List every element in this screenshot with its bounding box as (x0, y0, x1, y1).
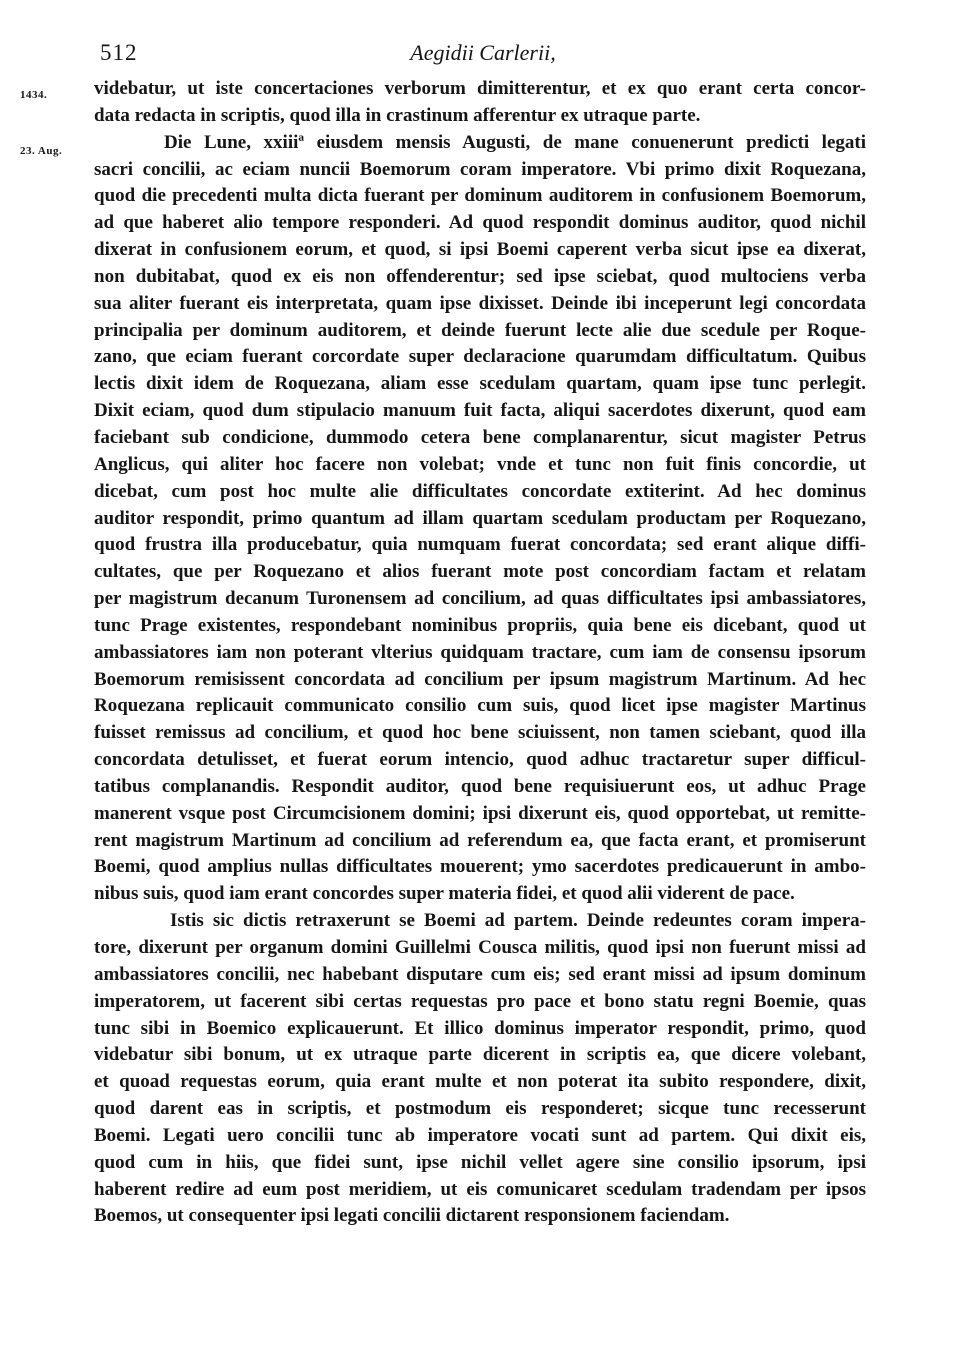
text-line: sua aliter fuerant eis interpretata, quam ipse dixisset. Deinde ibi inceperunt legi concordata (94, 292, 866, 314)
text-line: dicebat, cum post hoc multe alie difficultates concordate extiterint. Ad hec dominus (94, 480, 866, 502)
text-line: Istis sic dictis retraxerunt se Boemi ad partem. Deinde redeuntes coram impera- (170, 910, 866, 932)
text-line: tatibus complanandis. Respondit auditor, quod bene requisiuerunt eos, ut adhuc Prage (94, 775, 866, 797)
text-line: rent magistrum Martinum ad concilium ad referendum ea, que facta erant, et promiserunt (94, 829, 866, 851)
text-line: auditor respondit, primo quantum ad illam quartam scedulam productam per Roquezano, (94, 507, 866, 529)
text-line: quod die precedenti multa dicta fuerant per dominum auditorem in confusionem Boemorum, (94, 185, 866, 207)
text-line: imperatorem, ut facerent sibi certas requestas pro pace et bono statu regni Boemie, quas (94, 990, 866, 1012)
text-line: ad que haberet alio tempore responderi. Ad quod respondit dominus auditor, quod nichil (94, 212, 866, 234)
text-line: haberent redire ad eum post meridiem, ut eis comunicaret scedulam tradendam per ipsos (94, 1178, 866, 1200)
text-line: Die Lune, xxiiiª eiusdem mensis Augusti, de mane conuenerunt predicti legati (164, 131, 866, 153)
text-line: Boemi. Legati uero concilii tunc ab imperatore vocati sunt ad partem. Qui dixit eis, (94, 1124, 866, 1146)
text-line: nibus suis, quod iam erant concordes super materia fidei, et quod alii viderent de pace. (94, 883, 795, 905)
text-line: tunc sibi in Boemico explicauerunt. Et illico dominus imperator respondit, primo, quod (94, 1017, 866, 1039)
text-line: ambassiatores iam non poterant vlterius quidquam tractare, cum iam de consensu ipsorum (94, 641, 866, 663)
text-line: quod cum in hiis, que fidei sunt, ipse nichil vellet agere sine consilio ipsorum, ipsi (94, 1151, 866, 1173)
text-line: quod darent eas in scriptis, et postmodum eis responderet; sicque tunc recesserunt (94, 1098, 866, 1120)
text-line: cultates, que per Roquezano et alios fuerant mote post concordiam factam et relatam (94, 561, 866, 583)
page-number: 512 (100, 40, 138, 65)
text-line: Boemi, quod amplius nullas difficultates mouerent; ymo sacerdotes predicauerunt in ambo- (94, 856, 866, 878)
text-line: tore, dixerunt per organum domini Guillelmi Cousca militis, quod ipsi non fuerunt missi ad (94, 937, 866, 958)
text-line: per magistrum decanum Turonensem ad concilium, ad quas difficultates ipsi ambassiatores, (94, 588, 866, 610)
text-line: ambassiatores concilii, nec habebant disputare cum eis; sed erant missi ad ipsum dominum (94, 963, 866, 985)
text-line: videbatur, ut iste concertaciones verborum dimitterentur, et ex quo erant certa concor- (94, 78, 866, 99)
text-line: Boemorum remisissent concordata ad concilium per ipsum magistrum Martinum. Ad hec (94, 668, 866, 690)
text-line: non dubitabat, quod ex eis non offenderentur; sed ipse sciebat, quod multociens verba (94, 265, 866, 287)
body-text (94, 76, 866, 1230)
text-line: Boemos, ut consequenter ipsi legati concilii dictarent responsionem faciendam. (94, 1205, 730, 1227)
text-line: fuisset remissus ad concilium, et quod hoc bene sciuissent, non tamen sciebant, quod illa (94, 722, 866, 744)
text-line: et quoad requestas eorum, quia erant multe et non poterat ita subito respondere, dixit, (94, 1071, 866, 1093)
text-line: tunc Prage existentes, respondebant nominibus propriis, quia bene eis dicebant, quod ut (94, 614, 866, 636)
text-line: lectis dixit idem de Roquezana, aliam esse scedulam quartam, quam ipse tunc perlegit. (94, 373, 866, 395)
text-line: manerent vsque post Circumcisionem domini; ipsi dixerunt eis, quod opportebat, ut remitte- (94, 802, 866, 824)
text-line: Roquezana replicauit communicato consilio cum suis, quod licet ipse magister Martinus (94, 695, 866, 717)
text-line: sacri concilii, ac eciam nuncii Boemorum coram imperatore. Vbi primo dixit Roquezana, (94, 158, 866, 180)
margin-note-date: 23. Aug. (20, 145, 63, 157)
text-line: faciebant sub condicione, dummodo cetera bene complanarentur, sicut magister Petrus (94, 426, 866, 448)
text-line: concordata detulisset, et fuerat eorum intencio, quod adhuc tractaretur super difficul- (94, 749, 866, 771)
margin-note-year: 1434. (20, 89, 48, 101)
text-line: dixerat in confusionem eorum, et quod, si ipsi Boemi caperent verba sicut ipse ea dixerat, (94, 239, 866, 261)
text-line: principalia per dominum auditorem, et deinde fuerunt lecte alie due scedule per Roque- (94, 319, 866, 341)
running-title: Aegidii Carlerii, (410, 40, 556, 65)
text-line: quod frustra illa producebatur, quia numquam fuerat concordata; sed erant alique diffi- (94, 534, 866, 556)
text-line: zano, que eciam fuerant corcordate super declaracione quarumdam difficultatum. Quibus (94, 346, 866, 368)
page-header (100, 40, 866, 70)
text-line: Anglicus, qui aliter hoc facere non volebat; vnde et tunc non fuit finis concordie, ut (94, 453, 866, 475)
text-line: Dixit eciam, quod dum stipulacio manuum fuit facta, aliqui sacerdotes dixerunt, quod eam (94, 400, 866, 422)
text-line: videbatur sibi bonum, ut ex utraque parte dicerent in scriptis ea, que dicere volebant, (94, 1044, 866, 1066)
text-line: data redacta in scriptis, quod illa in crastinum afferentur ex utraque parte. (94, 104, 701, 126)
